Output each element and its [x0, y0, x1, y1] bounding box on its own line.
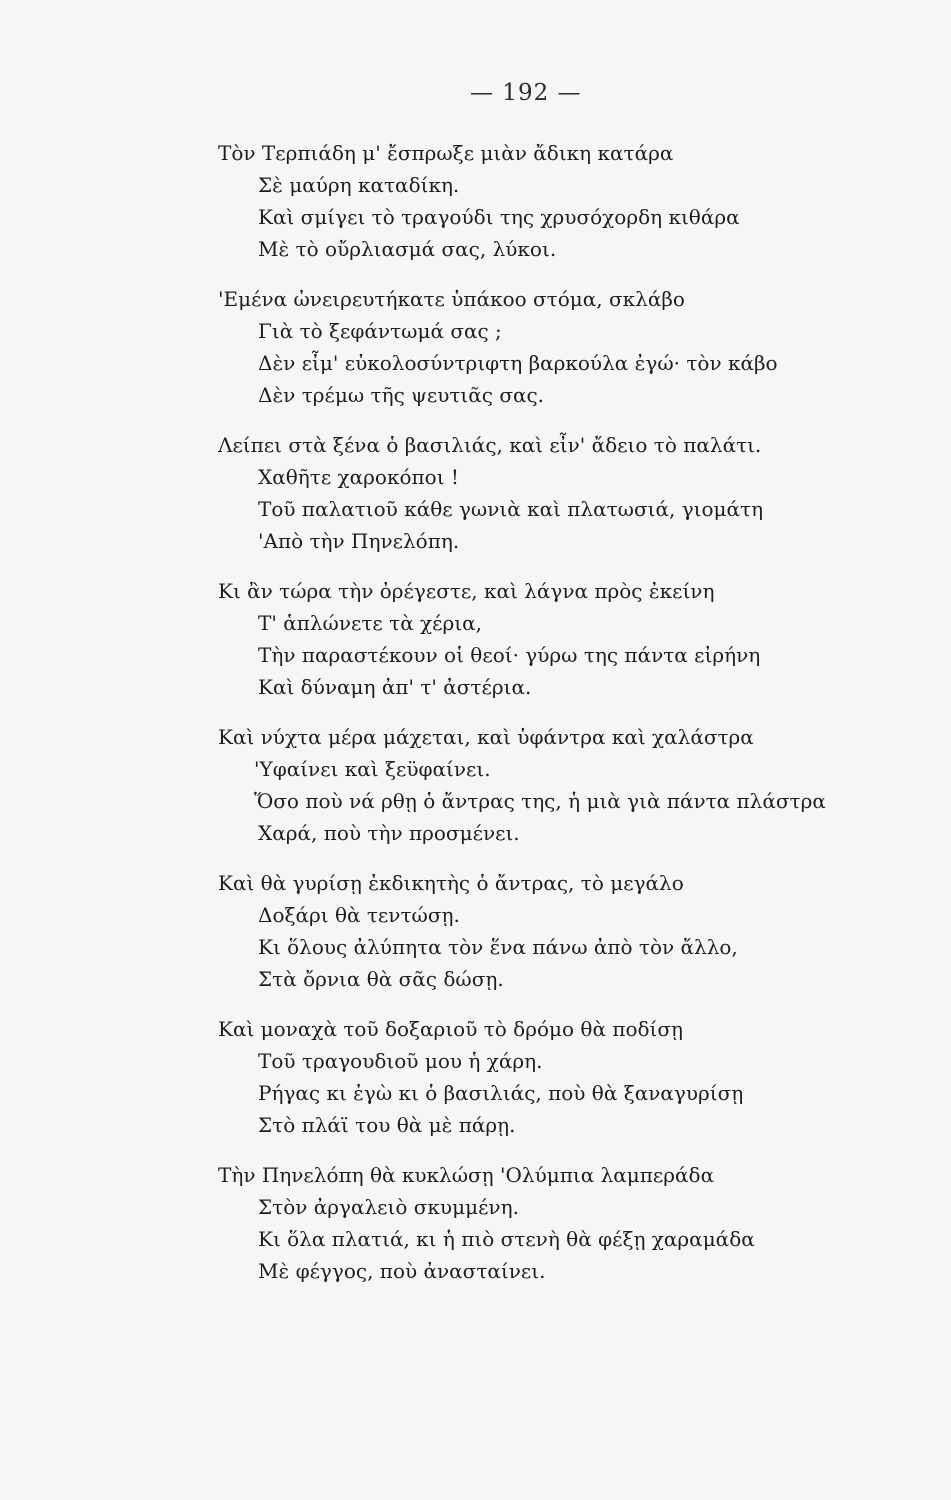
poem-line: Σὲ μαύρη καταδίκη. [258, 173, 460, 197]
poem-line: Τ' ἁπλώνετε τὰ χέρια, [258, 611, 483, 635]
poem-line: Καὶ σμίγει τὸ τραγούδι της χρυσόχορδη κιθάρα [258, 205, 740, 229]
poem-line: Τὸν Τερπιάδη μ' ἔσπρωξε μιὰν ἄδικη κατάρα [218, 141, 674, 165]
poem-line: Στὸν ἀργαλειὸ σκυμμένη. [258, 1195, 519, 1219]
stanza-4 [0, 575, 951, 703]
poem-line: 'Απὸ τὴν Πηνελόπη. [258, 529, 460, 553]
poem-line: Κι ἂν τώρα τὴν ὀρέγεστε, καὶ λάγνα πρὸς ἐκείνη [218, 579, 715, 603]
poem-line: Γιὰ τὸ ξεφάντωμά σας ; [258, 319, 502, 343]
stanza-5 [0, 721, 951, 849]
stanza-8 [0, 1159, 951, 1287]
poem-line: 'Υφαίνει καὶ ξεϋφαίνει. [254, 757, 491, 781]
poem-line: Χαρά, ποὺ τὴν προσμένει. [258, 821, 520, 845]
poem-line: Χαθῆτε χαροκόποι ! [258, 465, 459, 489]
poem-line: Τοῦ παλατιοῦ κάθε γωνιὰ καὶ πλατωσιά, γιομάτη [258, 497, 764, 521]
stanza-2 [0, 283, 951, 411]
poem-line: Μὲ φέγγος, ποὺ ἀνασταίνει. [258, 1259, 546, 1283]
poem-line: Δὲν τρέμω τῆς ψευτιᾶς σας. [258, 383, 545, 407]
poem-line: 'Εμένα ὠνειρευτήκατε ὑπάκοο στόμα, σκλάβο [218, 287, 685, 311]
poem-line: Ὅσο ποὺ νά ρθῃ ὁ ἄντρας της, ἡ μιὰ γιὰ πάντα πλάστρα [254, 789, 826, 813]
poem-line: Καὶ δύναμη ἀπ' τ' ἀστέρια. [258, 675, 532, 699]
poem-line: Τοῦ τραγουδιοῦ μου ἡ χάρη. [258, 1049, 543, 1073]
poem-line: Τὴν Πηνελόπη θὰ κυκλώσῃ 'Ολύμπια λαμπεράδα [218, 1163, 715, 1187]
poem-line: Στὸ πλάϊ του θὰ μὲ πάρῃ. [258, 1113, 516, 1137]
stanza-1 [0, 137, 951, 265]
poem [0, 137, 951, 1305]
poem-line: Δοξάρι θὰ τεντώσῃ. [258, 903, 460, 927]
poem-line: Καὶ μοναχὰ τοῦ δοξαριοῦ τὸ δρόμο θὰ ποδίσῃ [218, 1017, 684, 1041]
poem-line: Στὰ ὄρνια θὰ σᾶς δώσῃ. [258, 967, 504, 991]
poem-line: Καὶ θὰ γυρίσῃ ἐκδικητὴς ὁ ἄντρας, τὸ μεγάλο [218, 871, 684, 895]
stanza-3 [0, 429, 951, 557]
stanza-6 [0, 867, 951, 995]
poem-line: Δὲν εἶμ' εὐκολοσύντριφτη βαρκούλα ἐγώ· τὸν κάβο [258, 351, 778, 375]
poem-line: Τὴν παραστέκουν οἱ θεοί· γύρω της πάντα εἰρήνη [258, 643, 761, 667]
poem-line: Λείπει στὰ ξένα ὁ βασιλιάς, καὶ εἶν' ἄδειο τὸ παλάτι. [218, 433, 762, 457]
poem-line: Κι ὅλους ἀλύπητα τὸν ἕνα πάνω ἀπὸ τὸν ἄλλο, [258, 935, 738, 959]
poem-line: Κι ὅλα πλατιά, κι ἡ πιὸ στενὴ θὰ φέξῃ χαραμάδα [258, 1227, 755, 1251]
page-number: — 192 — [470, 80, 582, 106]
poem-line: Μὲ τὸ οὔρλιασμά σας, λύκοι. [258, 237, 557, 261]
stanza-7 [0, 1013, 951, 1141]
poem-line: Καὶ νύχτα μέρα μάχεται, καὶ ὑφάντρα καὶ χαλάστρα [218, 725, 754, 749]
poem-line: Ρήγας κι ἐγὼ κι ὁ βασιλιάς, ποὺ θὰ ξαναγυρίσῃ [258, 1081, 744, 1105]
